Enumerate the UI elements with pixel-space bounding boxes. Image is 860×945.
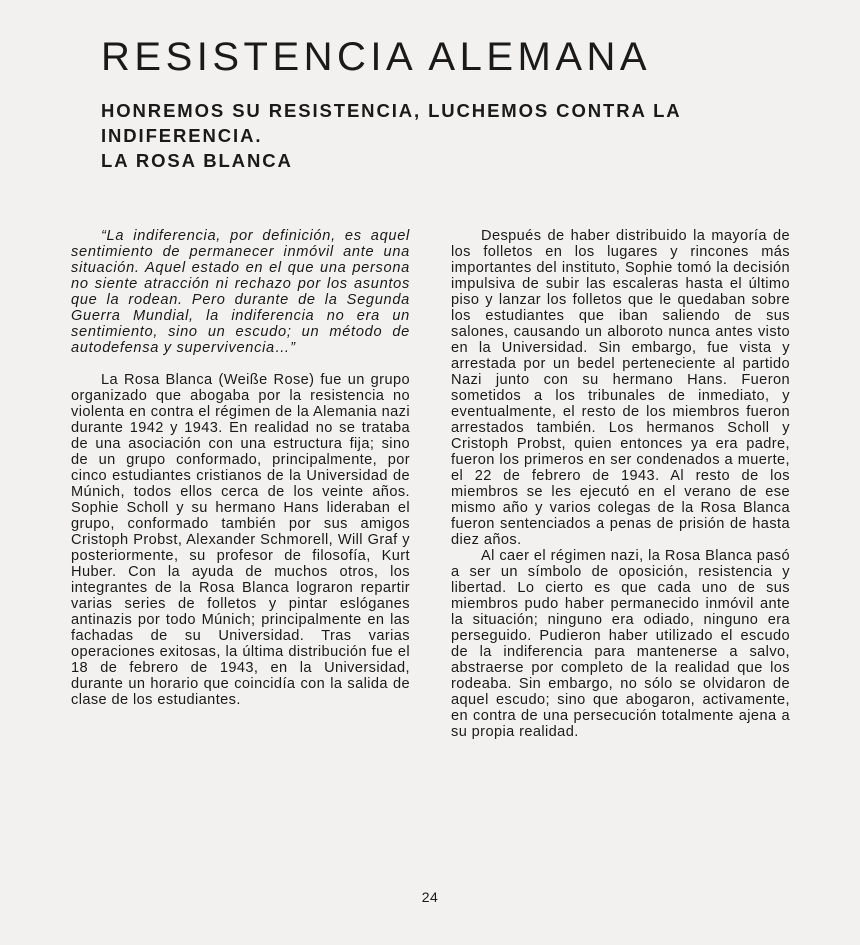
subtitle-line: HONREMOS SU RESISTENCIA, LUCHEMOS CONTRA LA — [101, 100, 682, 121]
subtitle-line: LA ROSA BLANCA — [101, 150, 293, 171]
opening-quote: “La indiferencia, por definición, es aquel sentimiento de permanecer inmóvil ante una situación. Aquel estado en el que una persona no siente atracción ni rechazo por los asuntos que la rodean. Pero durante de la Segunda Guerra Mundial, la indiferencia no era un sentimiento, sino un escudo; un método de autodefensa y supervivencia…” — [71, 228, 410, 356]
page-number: 24 — [421, 889, 439, 905]
body-paragraph: Al caer el régimen nazi, la Rosa Blanca pasó a ser un símbolo de oposición, resistencia y libertad. Lo cierto es que cada uno de sus miembros pudo haber permanecido inmóvil ante la situación; ninguno era odiado, ninguno era perseguido. Pudieron haber utilizado el escudo de la indiferencia para mantenerse a salvo, abstraerse por completo de la realidad que los rodeaba. Sin embargo, no sólo se olvidaron de aquel escudo; sino que abogaron, activamente, en contra de una persecución totalmente ajena a su propia realidad. — [451, 548, 790, 740]
body-paragraph: La Rosa Blanca (Weiße Rose) fue un grupo organizado que abogaba por la resistencia no violenta en contra el régimen de la Alemania nazi durante 1942 y 1943. En realidad no se trataba de una asociación con una estructura fija; sino de un grupo conformado, principalmente, por cinco estudiantes cristianos de la Universidad de Múnich, todos ellos cerca de los veinte años. Sophie Scholl y su hermano Hans lideraban el grupo, conformado también por sus amigos Cristoph Probst, Alexander Schmorell, Will Graf y posteriormente, su profesor de filosofía, Kurt Huber. Con la ayuda de muchos otros, los integrantes de la Rosa Blanca lograron repartir varias series de folletos y pintar eslóganes antinazis por todo Múnich; principalmente en las fachadas de su Universidad. Tras varias operaciones exitosas, la última distribución fue el 18 de febrero de 1943, en la Universidad, durante un horario que coincidía con la salida de clase de los estudiantes. — [71, 372, 410, 708]
page-subtitle — [101, 98, 741, 173]
body-paragraph: Después de haber distribuido la mayoría de los folletos en los lugares y rincones más importantes del instituto, Sophie tomó la decisión impulsiva de subir las escaleras hasta el último piso y lanzar los folletos que le quedaban sobre los estudiantes que iban saliendo de sus salones, causando un alboroto nunca antes visto en la Universidad. Sin embargo, fue vista y arrestada por un bedel perteneciente al partido Nazi junto con su hermano Hans. Fueron sometidos a los tribunales de inmediato, y eventualmente, el resto de los miembros fueron arrestados también. Los hermanos Scholl y Cristoph Probst, quien entonces ya era padre, fueron los primeros en ser condenados a muerte, el 22 de febrero de 1943. Al resto de los miembros se les ejecutó en el verano de ese mismo año y varios colegas de la Rosa Blanca fueron sentenciados a penas de prisión de hasta diez años. — [451, 228, 790, 548]
page-title: RESISTENCIA ALEMANA — [101, 35, 652, 79]
right-column — [451, 228, 790, 740]
left-column — [71, 228, 410, 708]
subtitle-line: INDIFERENCIA. — [101, 125, 263, 146]
